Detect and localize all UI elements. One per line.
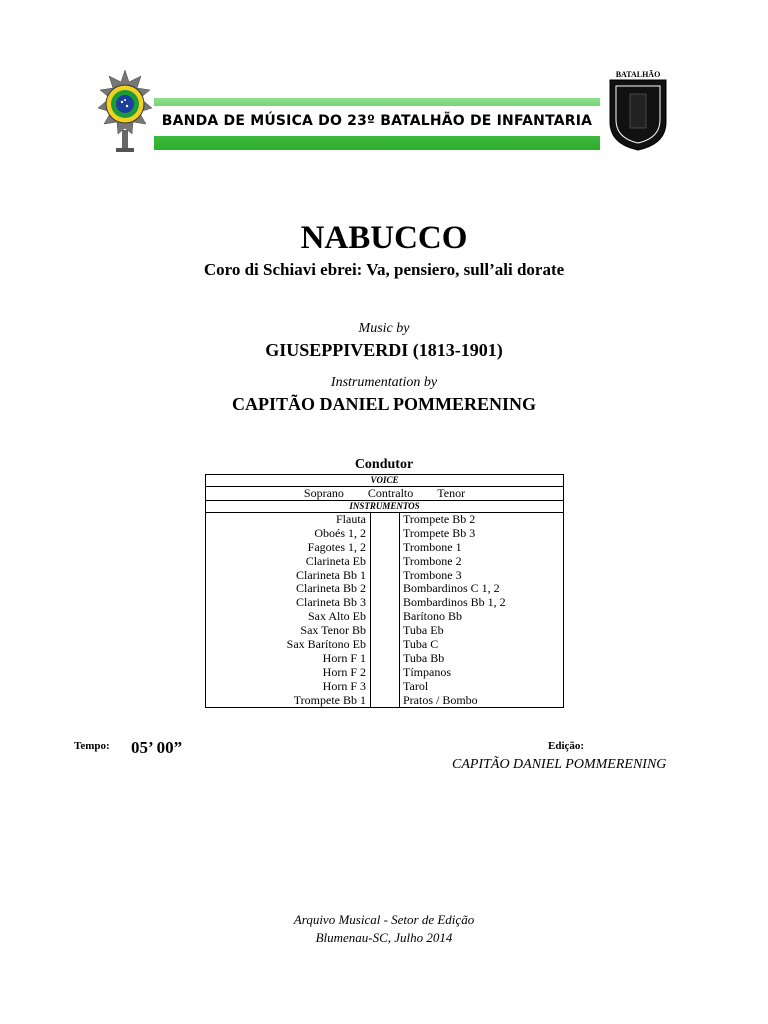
instrument-item: Clarineta Bb 1 [296,567,366,582]
tempo-value: 05’ 00” [131,738,183,757]
instrument-item: Trompete Bb 1 [293,692,366,707]
instrument-item: Trombone 3 [403,567,462,582]
instrumentation-label: Instrumentation by [330,375,438,390]
army-emblem-logo [96,68,154,156]
table-title: Condutor [354,457,414,472]
header-banner [154,98,600,150]
instrument-item: Tuba Eb [403,623,444,638]
banner-title: BANDA DE MÚSICA DO 23º BATALHÃO DE INFANTARIA [161,113,593,129]
instrument-item: Pratos / Bombo [403,692,478,707]
instrument-item: Fagotes 1, 2 [307,539,366,554]
instrument-item: Sax Barítono Eb [286,637,366,652]
composer-name: GIUSEPPIVERDI (1813-1901) [265,340,503,360]
piece-title: NABUCCO [300,220,468,256]
edition-name: CAPITÃO DANIEL POMMERENING [452,757,667,772]
battalion-emblem-logo [604,70,672,152]
instrument-item: Sax Tenor Bb [300,623,366,638]
instruments-header: INSTRUMENTOS [206,501,563,513]
instrument-item: Flauta [336,512,366,526]
instruments-left-column [206,513,370,707]
instruments-body [206,513,563,707]
voice-header: VOICE [206,475,563,487]
edition-label: Edição: [548,740,585,752]
battalion-emblem-caption: BATALHÃO [615,70,661,79]
voice-row [206,487,563,501]
music-by-label: Music by [358,321,410,336]
instrument-item: Clarineta Bb 3 [296,595,366,610]
table-column-divider [370,513,400,707]
piece-subtitle: Coro di Schiavi ebrei: Va, pensiero, sull’ali dorate [203,260,565,279]
footer-place-date: Blumenau-SC, Julho 2014 [315,930,453,945]
instrument-item: Horn F 1 [322,650,366,665]
instrument-item: Clarineta Eb [305,553,366,568]
instrument-item: Horn F 2 [322,664,366,679]
instrument-item: Horn F 3 [322,678,366,693]
instrument-item: Tarol [403,678,429,693]
instrument-item: Trompete Bb 3 [403,525,476,540]
instrument-item: Oboés 1, 2 [314,525,366,540]
voice-item: Tenor [437,486,466,500]
instrument-item: Trombone 1 [403,539,462,554]
tempo-label: Tempo: [74,740,110,752]
instrument-item: Tuba C [403,637,439,652]
instrument-item: Tuba Bb [403,650,445,665]
instrument-item: Tímpanos [403,664,451,679]
arranger-name: CAPITÃO DANIEL POMMERENING [231,394,536,414]
instrument-item: Bombardinos Bb 1, 2 [403,595,506,610]
instrumentation-table [205,474,564,708]
instrument-item: Bombardinos C 1, 2 [403,581,500,596]
instrument-item: Trompete Bb 2 [403,512,476,526]
footer-archive: Arquivo Musical - Setor de Edição [293,912,475,927]
instrument-item: Clarineta Bb 2 [296,581,366,596]
instrument-item: Barítono Bb [403,609,462,624]
voice-item: Contralto [367,486,414,500]
instrument-item: Trombone 2 [403,553,462,568]
instrument-item: Sax Alto Eb [307,609,366,624]
instruments-right-column [400,513,563,707]
voice-item: Soprano [303,486,344,500]
